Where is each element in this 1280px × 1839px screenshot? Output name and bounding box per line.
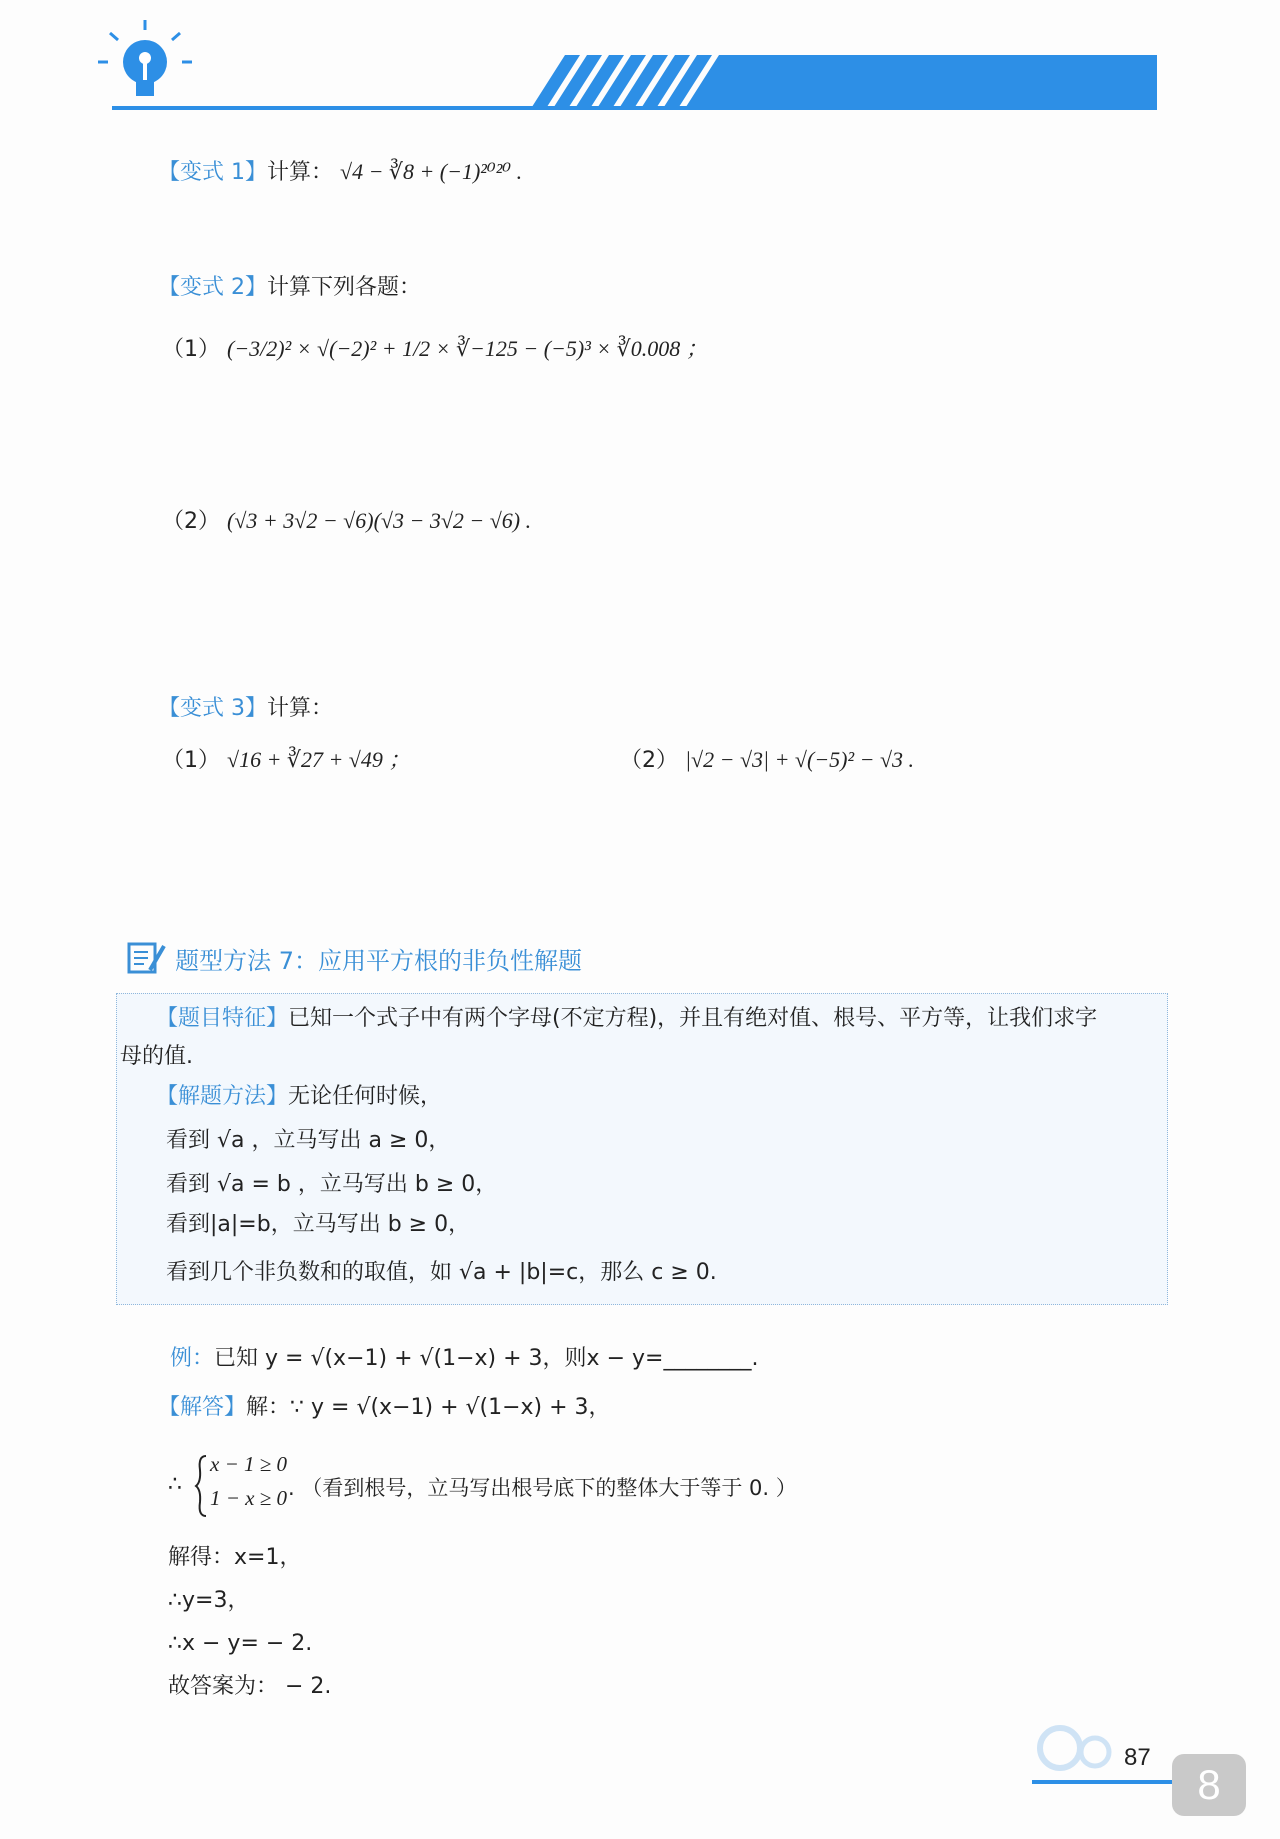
example-tag: 例：: [170, 1346, 215, 1371]
example-line: [170, 1344, 758, 1374]
inequality-2: 1 − x ≥ 0: [210, 1486, 288, 1510]
answer-tag: 【解答】: [158, 1395, 247, 1420]
page-number: 87: [1124, 1744, 1151, 1771]
solution-step: ∴y=3，: [168, 1588, 250, 1613]
variant2-tag: 【变式 2】: [158, 275, 267, 300]
method-text: 无论任何时候，: [288, 1084, 443, 1109]
variant3-question1: [162, 745, 410, 776]
lightbulb-icon: [98, 20, 192, 96]
feature-text-continued: 母的值.: [120, 1044, 193, 1069]
answer-text: 解：∵ y = √(x−1) + √(1−x) + 3，: [246, 1395, 611, 1420]
question-label: （1）: [162, 748, 220, 773]
variant3-question2: [620, 745, 914, 776]
rule-item: 看到 √a = b ，立马写出 b ≥ 0，: [166, 1172, 498, 1197]
solution-step: 故答案为： − 2.: [168, 1674, 332, 1699]
question-label: （2）: [162, 509, 220, 534]
question-expression: |√2 − √3| + √(−5)² − √3 .: [685, 747, 915, 772]
variant2-heading: [158, 273, 421, 303]
therefore-symbol: ∴: [168, 1472, 182, 1497]
question-expression: √16 + ∛27 + √49 ；: [227, 747, 411, 772]
page-badge: 8: [1172, 1754, 1246, 1816]
answer-line: [158, 1393, 611, 1423]
solution-step: 解得：x=1，: [168, 1545, 302, 1570]
question-expression: (√3 + 3√2 − √6)(√3 − 3√2 − √6) .: [227, 508, 532, 533]
method-tag: 【解题方法】: [156, 1084, 289, 1109]
variant2-question1: [162, 334, 708, 365]
method-line: [156, 1082, 442, 1112]
header-graphic: [0, 0, 1280, 115]
rule-item: 看到|a|=b，立马写出 b ≥ 0，: [166, 1212, 471, 1237]
inequality-1: x − 1 ≥ 0: [210, 1452, 288, 1476]
system-note: . （看到根号，立马写出根号底下的整体大于等于 0. ）: [288, 1476, 797, 1500]
method-title-row: [126, 938, 582, 978]
question-label: （1）: [162, 337, 220, 362]
method-title: 题型方法 7：应用平方根的非负性解题: [175, 946, 582, 975]
variant3-heading: [158, 694, 333, 724]
variant2-question2: [162, 506, 531, 537]
rule-item: 看到几个非负数和的取值，如 √a + |b|=c，那么 c ≥ 0.: [166, 1260, 717, 1285]
feature-text: 已知一个式子中有两个字母(不定方程)，并且有绝对值、根号、平方等，让我们求字: [288, 1006, 1098, 1031]
notepad-pen-icon: [126, 938, 166, 978]
left-brace-icon: [194, 1454, 208, 1518]
variant1-expression: √4 − ∛8 + (−1)²⁰²⁰ .: [340, 159, 523, 184]
page-header: [0, 0, 1280, 115]
question-label: （2）: [620, 748, 678, 773]
gear-decoration-icon: [1030, 1718, 1180, 1788]
variant3-tag: 【变式 3】: [158, 696, 267, 721]
variant2-prompt: 计算下列各题：: [267, 275, 422, 300]
feature-line: [156, 1004, 1097, 1034]
example-text: 已知 y = √(x−1) + √(1−x) + 3，则x − y=________.: [214, 1346, 759, 1371]
rule-item: 看到 √a ，立马写出 a ≥ 0，: [166, 1128, 451, 1153]
variant1-prompt: 计算：: [267, 160, 334, 185]
feature-tag: 【题目特征】: [156, 1006, 289, 1031]
variant1-tag: 【变式 1】: [158, 160, 267, 185]
variant3-prompt: 计算：: [267, 696, 334, 721]
solution-step: ∴x − y= − 2.: [168, 1631, 313, 1656]
question-expression: (−3/2)² × √(−2)² + 1/2 × ∛−125 − (−5)³ × ∛0.008 ；: [227, 336, 708, 361]
variant1-line: [158, 157, 522, 188]
